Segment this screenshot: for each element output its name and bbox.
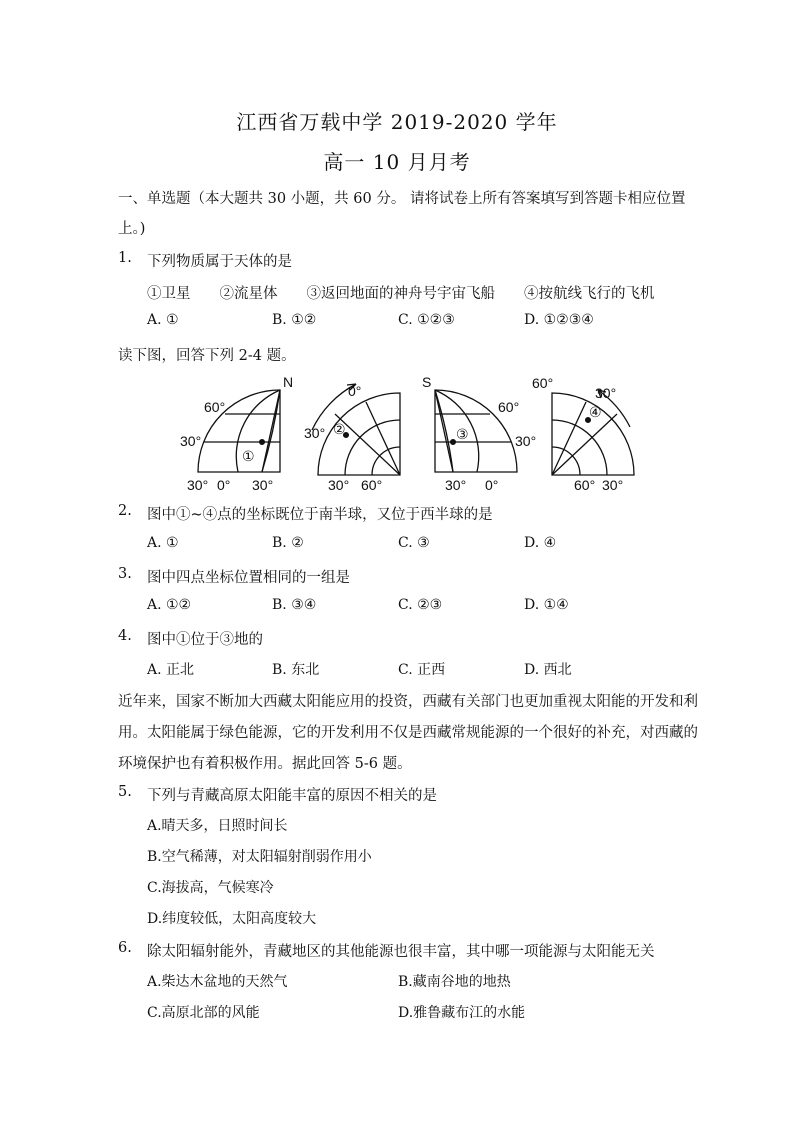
d1-lon-mid-label: 0°: [217, 477, 231, 493]
option-c: C.高原北部的风能: [147, 1005, 260, 1021]
question-text: 下列与青藏高原太阳能丰富的原因不相关的是: [147, 788, 437, 804]
option-a: A. ①: [147, 535, 179, 551]
d3-point-label: ③: [456, 426, 469, 442]
d2-point-label: ②: [333, 421, 346, 437]
passage-line-2: 用。太阳能属于绿色能源，它的开发利用不仅是西藏常规能源的一个很好的补充，对西藏的: [118, 725, 698, 741]
d1-lon-left-label: 30°: [187, 477, 209, 493]
d2-lon-top-label: 0°: [348, 383, 362, 399]
d1-lat-mid-label: 30°: [180, 433, 202, 449]
passage-line-3: 环境保护也有着积极作用。据此回答 5-6 题。: [118, 756, 412, 772]
diagram-4: [552, 390, 634, 475]
d1-pole-label: N: [283, 374, 294, 390]
d3-lon-right-label: 0°: [485, 477, 499, 493]
option-a: A. ①②: [147, 597, 192, 613]
question-number: 1.: [118, 250, 132, 266]
section-heading-line2: 上。): [118, 221, 146, 237]
option-d: D. ①④: [524, 597, 569, 613]
passage-line-1: 近年来，国家不断加大西藏太阳能应用的投资，西藏有关部门也更加重视太阳能的开发和利: [118, 694, 698, 710]
option-c: C. 正西: [398, 662, 446, 678]
d4-point-label: ④: [589, 404, 602, 420]
question-items: ①卫星 ②流星体 ③返回地面的神舟号宇宙飞船 ④按航线飞行的飞机: [147, 286, 655, 302]
d4-lon-top-label: 30°: [595, 385, 617, 401]
d3-lon-left-label: 30°: [445, 477, 467, 493]
option-b: B.空气稀薄，对太阳辐射削弱作用小: [147, 849, 372, 865]
d2-lat-left-label: 30°: [304, 425, 326, 441]
coordinate-diagrams-figure: [180, 372, 640, 497]
option-d: D. ④: [524, 535, 557, 551]
question-number: 5.: [118, 784, 132, 800]
d3-lat-top-label: 60°: [498, 399, 520, 415]
option-b: B.藏南谷地的地热: [398, 974, 511, 990]
d3-lat-mid-label: 30°: [515, 433, 537, 449]
option-c: C. ③: [398, 535, 430, 551]
option-b: B. 东北: [272, 662, 320, 678]
question-number: 3.: [118, 566, 132, 582]
question-number: 4.: [118, 628, 132, 644]
question-text: 除太阳辐射能外，青藏地区的其他能源也很丰富，其中哪一项能源与太阳能无关: [147, 944, 655, 960]
question-text: 图中①~④点的坐标既位于南半球，又位于西半球的是: [147, 507, 493, 523]
option-d: D.雅鲁藏布江的水能: [398, 1005, 526, 1021]
section-heading-line1: 一、单选题（本大题共 30 小题，共 60 分。 请将试卷上所有答案填写到答题卡相应位置: [118, 191, 686, 207]
option-a: A.晴天多，日照时间长: [147, 818, 288, 834]
option-c: C. ①②③: [398, 312, 455, 328]
option-a: A.柴达木盆地的天然气: [147, 974, 288, 990]
d4-lon-br-label: 30°: [602, 477, 624, 493]
option-a: A. 正北: [147, 662, 195, 678]
d1-lon-right-label: 30°: [252, 477, 274, 493]
question-number: 6.: [118, 940, 132, 956]
question-text: 图中四点坐标位置相同的一组是: [147, 570, 350, 586]
d3-pole-label: S: [422, 374, 432, 390]
option-b: B. ③④: [272, 597, 317, 613]
d1-point-label: ①: [242, 448, 255, 464]
option-c: C. ②③: [398, 597, 443, 613]
option-c: C.海拔高，气候寒冷: [147, 880, 274, 896]
read-figure-prompt: 读下图，回答下列 2-4 题。: [118, 348, 296, 364]
option-b: B. ①②: [272, 312, 317, 328]
exam-title: 江西省万载中学 2019-2020 学年: [236, 110, 558, 134]
option-d: D. ①②③④: [524, 312, 594, 328]
option-d: D. 西北: [524, 662, 572, 678]
exam-subtitle: 高一 10 月月考: [323, 150, 471, 174]
question-text: 下列物质属于天体的是: [147, 254, 292, 270]
question-text: 图中①位于③地的: [147, 632, 263, 648]
question-number: 2.: [118, 503, 132, 519]
d4-lat-top-label: 60°: [532, 375, 554, 391]
d2-lon-br-label: 60°: [361, 477, 383, 493]
option-a: A. ①: [147, 312, 179, 328]
d1-lat-top-label: 60°: [204, 399, 226, 415]
option-d: D.纬度较低，太阳高度较大: [147, 911, 317, 927]
option-b: B. ②: [272, 535, 304, 551]
d2-lon-bl-label: 30°: [328, 477, 350, 493]
d4-lon-bl-label: 60°: [574, 477, 596, 493]
